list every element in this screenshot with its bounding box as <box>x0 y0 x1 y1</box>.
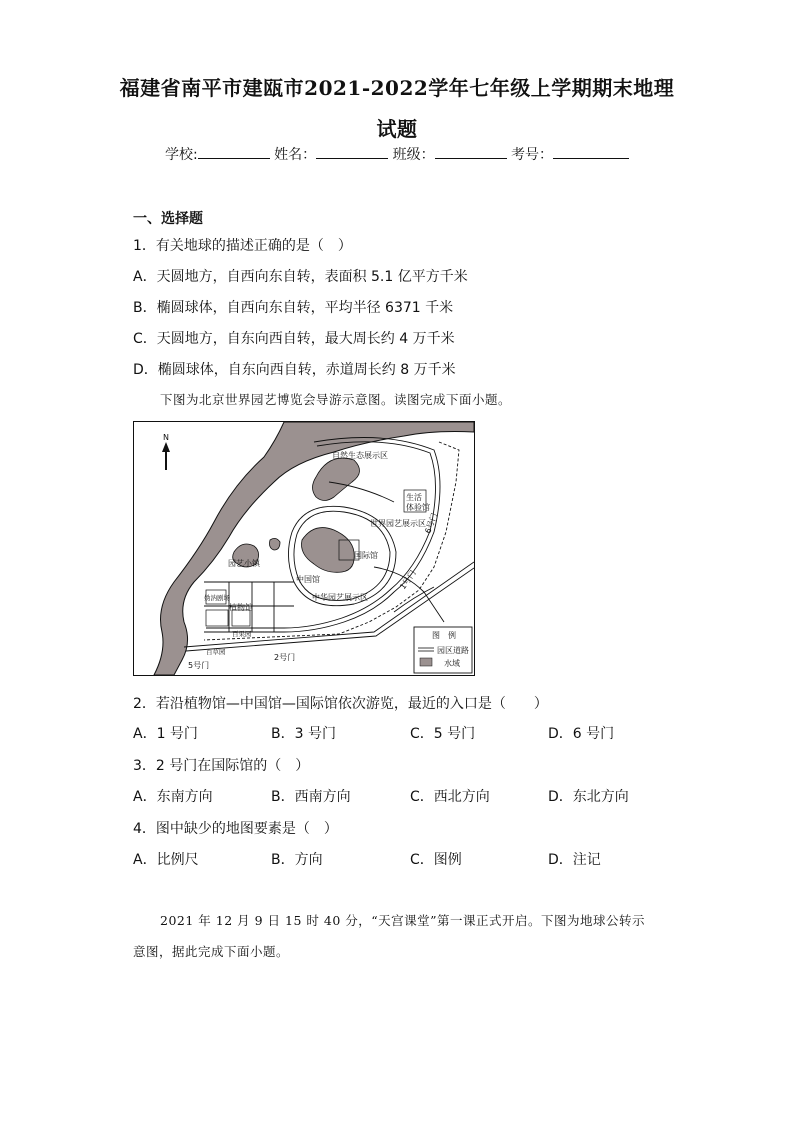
label-world-garden: 世界园艺展示区 <box>370 519 426 528</box>
question-1-option-c: C．天圆地方，自东向西自转，最大周长约 4 万千米 <box>133 331 455 347</box>
question-2-stem: 2．若沿植物馆—中国馆—国际馆依次游览，最近的入口是（ ） <box>133 696 548 712</box>
map-intro-text: 下图为北京世界园艺博览会导游示意图。读图完成下面小题。 <box>160 392 512 407</box>
label-nature-area: 自然生态展示区 <box>332 451 388 460</box>
label-plant-pavilion: 植物馆 <box>229 603 253 612</box>
north-label: N <box>163 433 169 442</box>
number-label: 考号： <box>511 147 554 163</box>
question-2-option-b: B．3 号门 <box>271 726 336 742</box>
label-intl-pavilion: 国际馆 <box>354 551 378 560</box>
expo-guide-map <box>133 421 475 676</box>
label-small2: 妫汭剧场 <box>204 594 230 602</box>
question-4-option-b: B．方向 <box>271 852 323 868</box>
question-1-option-b: B．椭圆球体，自西向东自转，平均半径 6371 千米 <box>133 300 454 316</box>
document-title-line1: 福建省南平市建瓯市2021-2022学年七年级上学期期末地理 <box>119 76 675 100</box>
section-heading: 一、选择题 <box>133 211 203 227</box>
question-1-stem: 1．有关地球的描述正确的是（ ） <box>133 238 352 254</box>
class-blank[interactable] <box>435 144 507 159</box>
question-3-option-c: C．西北方向 <box>410 789 490 805</box>
question-2-option-d: D．6 号门 <box>548 726 615 742</box>
north-arrow-icon <box>162 442 170 470</box>
label-small1: 百果园 <box>232 630 252 638</box>
label-gate5: 5号门 <box>188 661 210 670</box>
number-blank[interactable] <box>553 144 629 159</box>
map-drawing <box>134 422 474 675</box>
nature-lake <box>313 458 360 500</box>
label-life-pavilion: 体验馆 <box>406 503 430 512</box>
label-gate2: 2号门 <box>274 653 296 662</box>
label-life: 生活 <box>406 493 422 502</box>
label-baicao: 百草园 <box>206 648 226 656</box>
name-label: 姓名： <box>274 147 317 163</box>
orbit-intro-line1: 2021 年 12 月 9 日 15 时 40 分，“天宫课堂”第一课正式开启。下图为地球公转示 <box>160 913 646 928</box>
legend-title: 图 例 <box>432 631 456 640</box>
question-4-option-c: C．图例 <box>410 852 462 868</box>
question-3-stem: 3．2 号门在国际馆的（ ） <box>133 758 310 774</box>
map-legend <box>414 627 472 673</box>
label-china-pavilion: 中国馆 <box>296 575 320 584</box>
question-3-option-d: D．东北方向 <box>548 789 629 805</box>
central-lake <box>302 528 355 573</box>
question-4-stem: 4．图中缺少的地图要素是（ ） <box>133 821 338 837</box>
question-4-option-a: A．比例尺 <box>133 852 199 868</box>
label-gate6: 6号门 <box>423 511 440 535</box>
label-gate1: 1号门 <box>398 568 418 592</box>
legend-water-swatch <box>420 658 432 666</box>
orbit-intro-line2: 意图，据此完成下面小题。 <box>133 944 290 959</box>
question-2-option-c: C．5 号门 <box>410 726 476 742</box>
question-3-option-a: A．东南方向 <box>133 789 213 805</box>
small-pond <box>270 538 281 550</box>
legend-water: 水域 <box>444 659 460 668</box>
legend-road: 园区道路 <box>437 646 469 655</box>
question-2-option-a: A．1 号门 <box>133 726 198 742</box>
question-1-option-d: D．椭圆球体，自东向西自转，赤道周长约 8 万千米 <box>133 362 456 378</box>
name-blank[interactable] <box>316 144 388 159</box>
label-garden-town: 园艺小镇 <box>228 559 260 568</box>
school-label: 学校: <box>164 147 198 163</box>
question-4-option-d: D．注记 <box>548 852 601 868</box>
document-title-line2: 试题 <box>376 117 418 141</box>
question-1-option-a: A．天圆地方，自西向东自转，表面积 5.1 亿平方千米 <box>133 269 468 285</box>
student-info-line <box>0 144 794 164</box>
label-chinese-garden: 中华园艺展示区 <box>312 593 368 602</box>
school-blank[interactable] <box>198 144 270 159</box>
question-3-option-b: B．西南方向 <box>271 789 351 805</box>
class-label: 班级： <box>392 147 435 163</box>
